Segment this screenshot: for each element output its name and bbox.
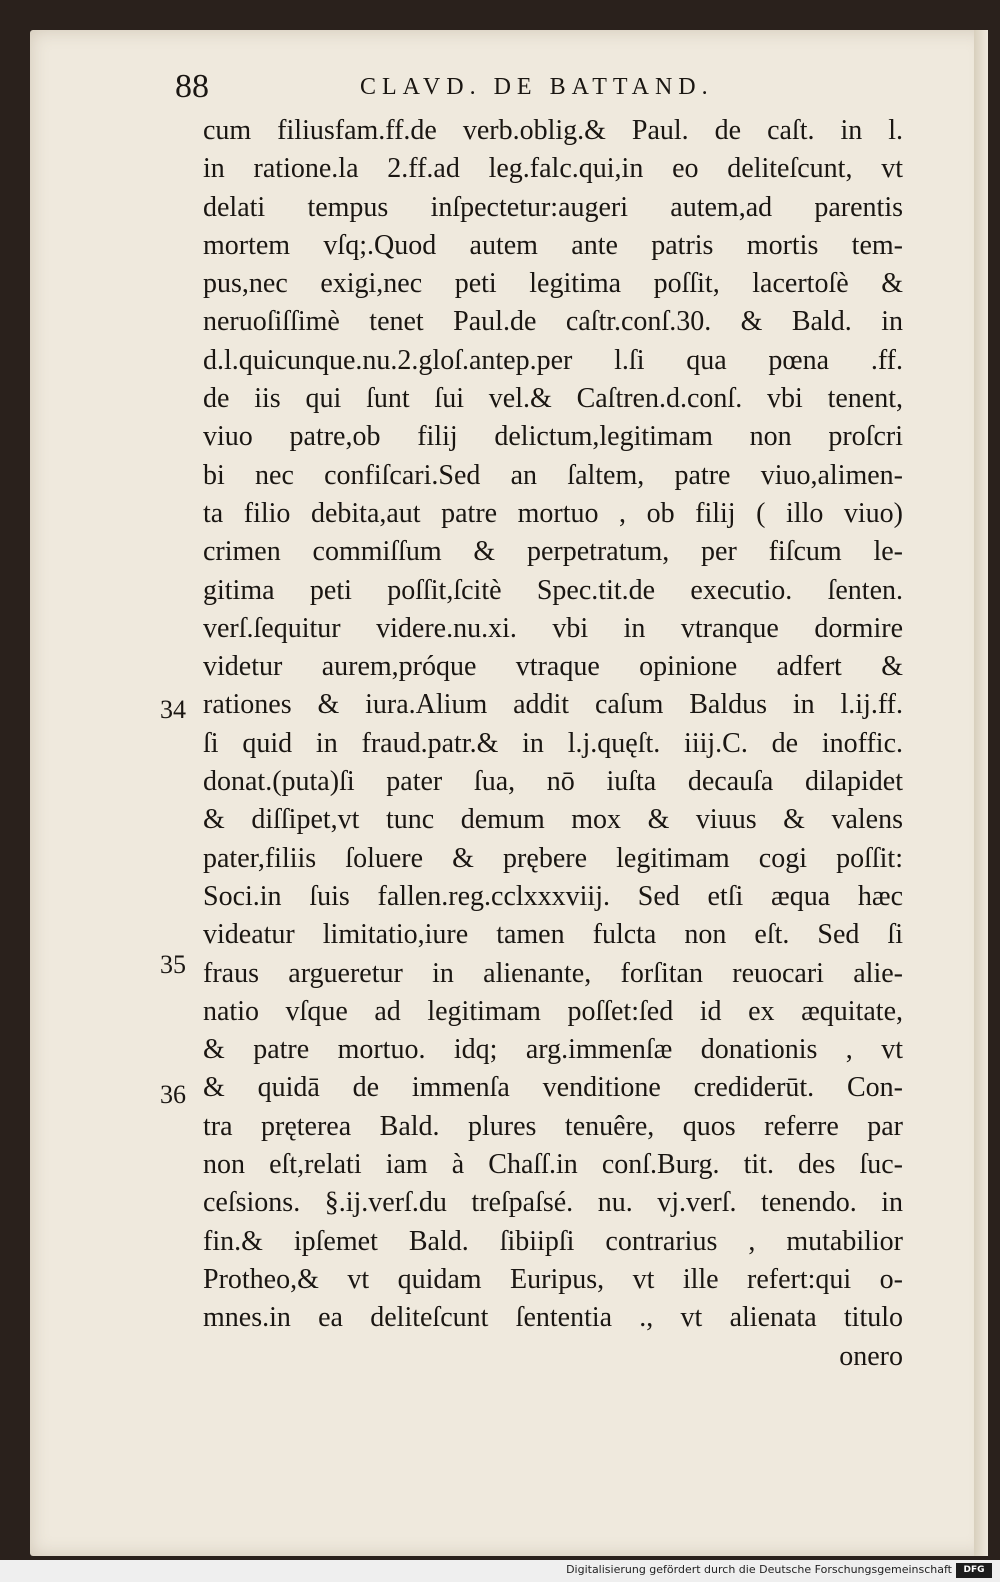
- page-number: 88: [175, 68, 209, 105]
- text-line: & patre mortuo. idq; arg.immenſæ donationis , vt: [203, 1034, 903, 1066]
- body-text: [203, 112, 903, 1376]
- text-line: delati tempus inſpectetur:augeri autem,ad parentis: [203, 191, 903, 223]
- text-line: Protheo,& vt quidam Euripus, vt ille refert:qui o-: [203, 1263, 903, 1295]
- text-line: crimen commiſſum & perpetratum, per fiſcum le-: [203, 536, 903, 568]
- text-line: fraus argueretur in alienante, forſitan reuocari alie-: [203, 957, 903, 989]
- text-line: ta filio debita,aut patre mortuo , ob filij ( illo viuo): [203, 497, 903, 529]
- running-head: CLAVD. DE BATTAND.: [360, 74, 714, 100]
- text-line: rationes & iura.Alium addit caſum Baldus in l.ij.ff.: [203, 689, 903, 721]
- text-line: videatur limitatio,iure tamen fulcta non eſt. Sed ſi: [203, 919, 903, 951]
- text-line: ceſsions. §.ij.verſ.du treſpaſsé. nu. vj.verſ. tenendo. in: [203, 1187, 903, 1219]
- text-line: mortem vſq;.Quod autem ante patris mortis tem-: [203, 229, 903, 261]
- page-edge: [974, 30, 988, 1556]
- text-line: ſi quid in fraud.patr.& in l.j.quęſt. iiij.C. de inoffic.: [203, 727, 903, 759]
- text-line: d.l.quicunque.nu.2.gloſ.antep.per l.ſi qua pœna .ff.: [203, 344, 903, 376]
- text-line: fin.& ipſemet Bald. ſibiipſi contrarius , mutabilior: [203, 1225, 903, 1257]
- page-header: [175, 68, 800, 112]
- footer-bar: [0, 1560, 1000, 1582]
- text-line: viuo patre,ob filij delictum,legitimam non proſcri: [203, 421, 903, 453]
- margin-number: 35: [160, 950, 186, 979]
- text-line: natio vſque ad legitimam poſſet:ſed id ex æquitate,: [203, 995, 903, 1027]
- text-line: bi nec confiſcari.Sed an ſaltem, patre viuo,alimen-: [203, 459, 903, 491]
- catchword: onero: [839, 1340, 903, 1372]
- text-line: non eſt,relati iam à Chaſſ.in conſ.Burg. tit. des ſuc-: [203, 1149, 903, 1181]
- text-line: & quidā de immenſa venditione crediderūt. Con-: [203, 1072, 903, 1104]
- dfg-logo: DFG: [956, 1563, 992, 1578]
- text-line: cum filiusfam.ff.de verb.oblig.& Paul. de caſt. in l.: [203, 115, 903, 146]
- margin-number: 36: [160, 1080, 186, 1109]
- text-line: de iis qui ſunt ſui vel.& Caſtren.d.conſ. vbi tenent,: [203, 383, 903, 415]
- text-line: mnes.in ea deliteſcunt ſententia ., vt alienata titulo: [203, 1302, 903, 1334]
- text-line: gitima peti poſſit,ſcitè Spec.tit.de executio. ſenten.: [203, 574, 903, 606]
- funding-credit: Digitalisierung gefördert durch die Deutsche Forschungsgemeinschaft: [566, 1563, 952, 1576]
- text-line: pus,nec exigi,nec peti legitima poſſit, lacertoſè &: [203, 268, 903, 300]
- text-line: pater,filiis ſoluere & prębere legitimam cogi poſſit:: [203, 842, 903, 874]
- text-line: verſ.ſequitur videre.nu.xi. vbi in vtranque dormire: [203, 612, 903, 644]
- text-line: donat.(puta)ſi pater ſua, nō iuſta decauſa dilapidet: [203, 766, 903, 798]
- text-line: in ratione.la 2.ff.ad leg.falc.qui,in eo deliteſcunt, vt: [203, 153, 903, 185]
- margin-number: 34: [160, 695, 186, 724]
- text-line: Soci.in ſuis fallen.reg.cclxxxviij. Sed etſi æqua hæc: [203, 880, 903, 912]
- text-line: neruoſiſſimè tenet Paul.de caſtr.conſ.30. & Bald. in: [203, 306, 903, 338]
- text-line: videtur aurem,próque vtraque opinione adfert &: [203, 651, 903, 683]
- text-line: tra pręterea Bald. plures tenuêre, quos referre par: [203, 1110, 903, 1142]
- text-line: & diſſipet,vt tunc demum mox & viuus & valens: [203, 804, 903, 836]
